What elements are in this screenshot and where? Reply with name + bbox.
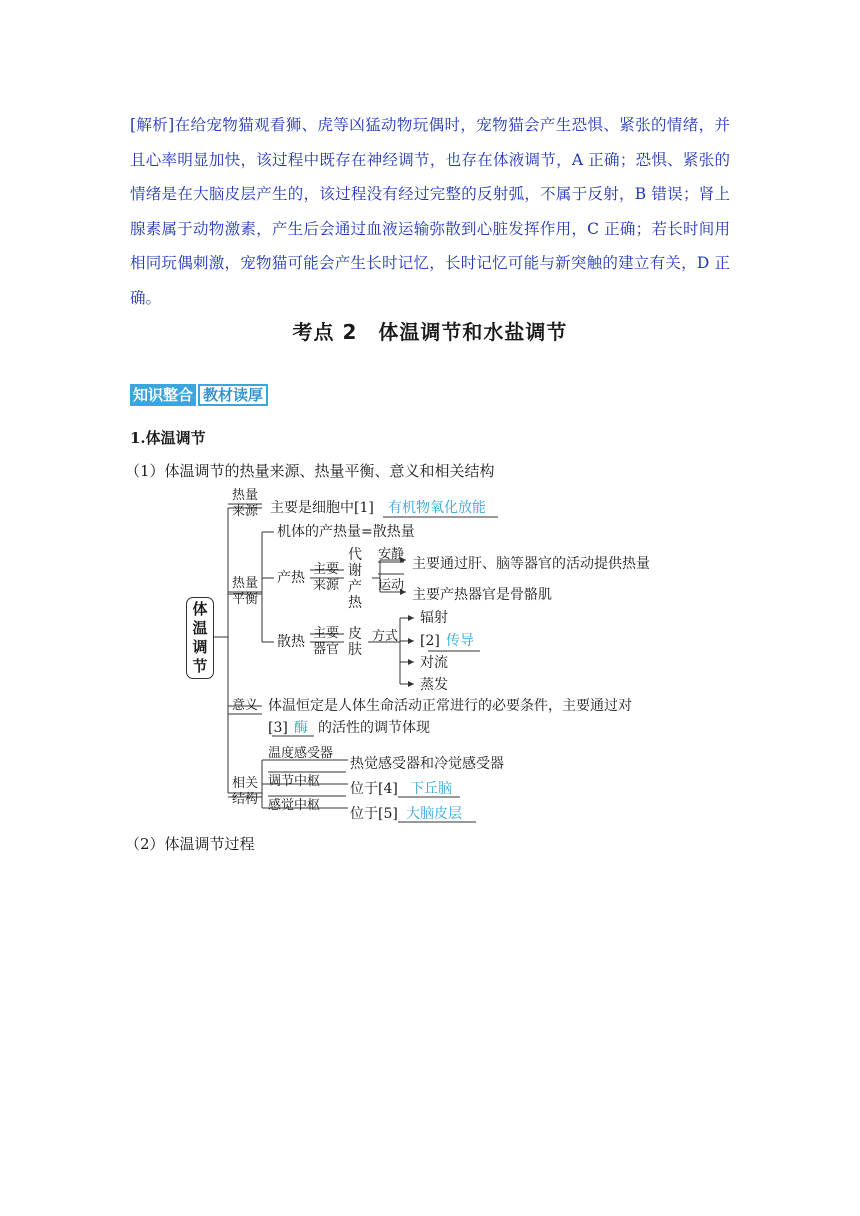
evaporation: 蒸发: [420, 677, 448, 693]
produce-main-label: 主要 来源: [313, 562, 340, 593]
exercise-text: 主要产热器官是骨骼肌: [412, 587, 552, 603]
root-node: [186, 597, 214, 679]
subsection-title: 1.体温调节: [130, 429, 206, 447]
produce-label: 产热: [277, 570, 305, 586]
structure-label: 相关 结构: [232, 776, 259, 807]
heat-source-text: 主要是细胞中[1]: [270, 500, 374, 516]
balance-equation: 机体的产热量=散热量: [277, 524, 415, 540]
answer-2: 传导: [446, 633, 474, 649]
meaning-label: 意义: [232, 698, 259, 713]
receptor-text: 热觉感受器和冷觉感受器: [350, 756, 504, 772]
meaning-line-1: 体温恒定是人体生命活动正常进行的必要条件，主要通过对: [268, 698, 632, 714]
center-label: 调节中枢: [268, 774, 321, 789]
subheading-2: （2）体温调节过程: [125, 835, 255, 853]
meaning-number: [3]: [268, 720, 288, 736]
metabolic-label: 代 谢 产 热: [348, 547, 362, 611]
convection: 对流: [420, 655, 448, 671]
exercise-label: 运动: [378, 578, 405, 593]
skin-label: 皮 肤: [348, 626, 362, 658]
dissipate-label: 散热: [277, 634, 305, 650]
radiation: 辐射: [420, 610, 448, 626]
answer-5: 大脑皮层: [406, 806, 462, 822]
subheading-1: （1）体温调节的热量来源、热量平衡、意义和相关结构: [125, 462, 495, 480]
heat-source-label: 热量 来源: [232, 488, 259, 519]
balance-label: 热量 平衡: [232, 576, 259, 607]
rest-label: 安静: [378, 547, 405, 562]
conduction-number: [2]: [420, 633, 440, 649]
answer-3: 酶: [294, 720, 308, 736]
meaning-line-2: 的活性的调节体现: [318, 720, 430, 736]
section-heading: 考点 2 体温调节和水盐调节: [292, 320, 568, 344]
root-char: 调: [192, 638, 208, 656]
badge-left: 知识整合: [130, 384, 196, 406]
receptor-label: 温度感受器: [268, 746, 334, 761]
answer-4: 下丘脑: [410, 781, 452, 797]
root-char: 温: [192, 619, 208, 637]
method-label: 方式: [372, 629, 399, 644]
answer-1: 有机物氧化放能: [388, 500, 486, 516]
dissipate-main-label: 主要 器官: [313, 626, 340, 657]
root-char: 体: [192, 600, 208, 618]
sense-text: 位于[5]: [350, 806, 398, 822]
sense-label: 感觉中枢: [268, 798, 321, 813]
badge-right: 教材读厚: [198, 384, 268, 406]
analysis-paragraph: [解析]在给宠物猫观看狮、虎等凶猛动物玩偶时，宠物猫会产生恐惧、紧张的情绪，并且心率明显加快，该过程中既存在神经调节，也存在体液调节，A 正确；恐惧、紧张的情绪是在大脑皮层产生的，该过程没有经过完整的反射弧，不属于反射，B 错误；肾上腺素属于动物激素，产生后会通过血液运输弥散到心脏发挥作用，C 正确；若长时间用相同玩偶刺激，宠物猫可能会产生长时记忆，长时记忆可能与新突触的建立有关，D 正确。: [130, 116, 730, 307]
root-char: 节: [192, 657, 208, 675]
rest-text: 主要通过肝、脑等器官的活动提供热量: [412, 556, 650, 572]
center-text: 位于[4]: [350, 781, 398, 797]
